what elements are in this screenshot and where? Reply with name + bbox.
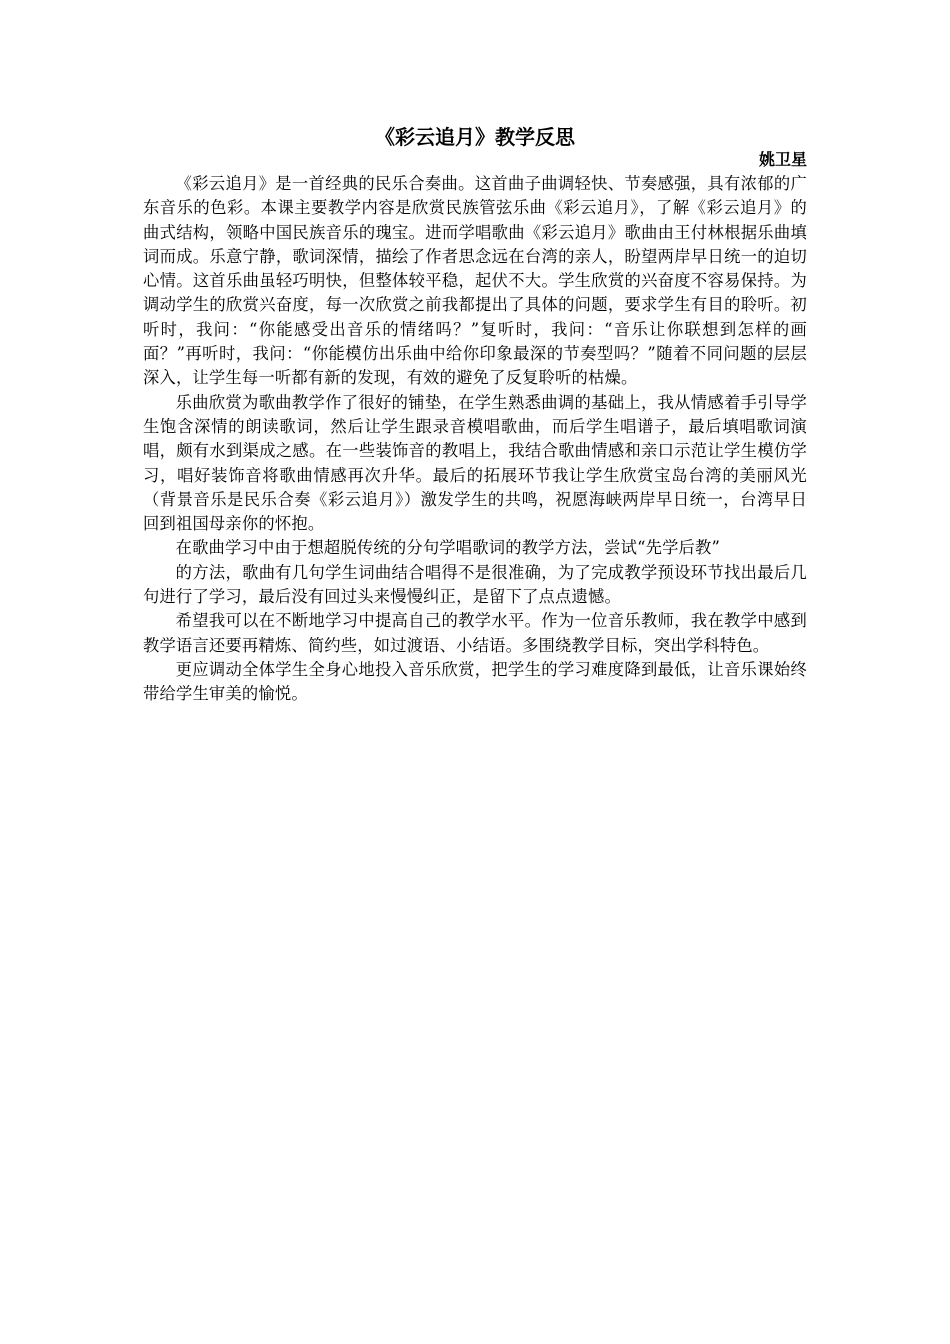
document-page (143, 126, 807, 707)
paragraph: 更应调动全体学生全身心地投入音乐欣赏，把学生的学习难度降到最低，让音乐课始终带给学生审美的愉悦。 (143, 659, 807, 704)
document-author: 姚卫星 (758, 150, 807, 169)
paragraph: 《彩云追月》是一首经典的民乐合奏曲。这首曲子曲调轻快、节奏感强，具有浓郁的广东音乐的色彩。本课主要教学内容是欣赏民族管弦乐曲《彩云追月》，了解《彩云追月》的曲式结构，领略中国民族音乐的瑰宝。进而学唱歌曲《彩云追月》歌曲由王付林根据乐曲填词而成。乐意宁静，歌词深情，描绘了作者思念远在台湾的亲人，盼望两岸早日统一的迫切心情。这首乐曲虽轻巧明快，但整体较平稳，起伏不大。学生欣赏的兴奋度不容易保持。为调动学生的欣赏兴奋度，每一次欣赏之前我都提出了具体的问题，要求学生有目的聆听。初听时，我问：“你能感受出音乐的情绪吗？”复听时，我问：“音乐让你联想到怎样的画面？”再听时，我问：“你能模仿出乐曲中给你印象最深的节奏型吗？”随着不同问题的层层深入，让学生每一听都有新的发现，有效的避免了反复聆听的枯燥。 (143, 174, 807, 388)
paragraph: 在歌曲学习中由于想超脱传统的分句学唱歌词的教学方法，尝试“先学后教” (175, 538, 721, 558)
paragraph: 的方法，歌曲有几句学生词曲结合唱得不是很准确，为了完成教学预设环节找出最后几句进行了学习，最后没有回过头来慢慢纠正，是留下了点点遗憾。 (143, 562, 807, 607)
paragraph: 乐曲欣赏为歌曲教学作了很好的铺垫，在学生熟悉曲调的基础上，我从情感着手引导学生饱含深情的朗读歌词，然后让学生跟录音模唱歌曲，而后学生唱谱子，最后填唱歌词演唱，颇有水到渠成之感。在一些装饰音的教唱上，我结合歌曲情感和亲口示范让学生模仿学习，唱好装饰音将歌曲情感再次升华。最后的拓展环节我让学生欣赏宝岛台湾的美丽风光（背景音乐是民乐合奏《彩云追月》）激发学生的共鸣，祝愿海峡两岸早日统一，台湾早日回到祖国母亲你的怀抱。 (143, 392, 807, 534)
document-body (143, 172, 807, 707)
document-title: 《彩云追月》教学反思 (375, 125, 575, 149)
paragraph: 希望我可以在不断地学习中提高自己的教学水平。作为一位音乐教师，我在教学中感到教学语言还要再精炼、简约些，如过渡语、小结语。多围绕教学目标，突出学科特色。 (143, 611, 807, 655)
